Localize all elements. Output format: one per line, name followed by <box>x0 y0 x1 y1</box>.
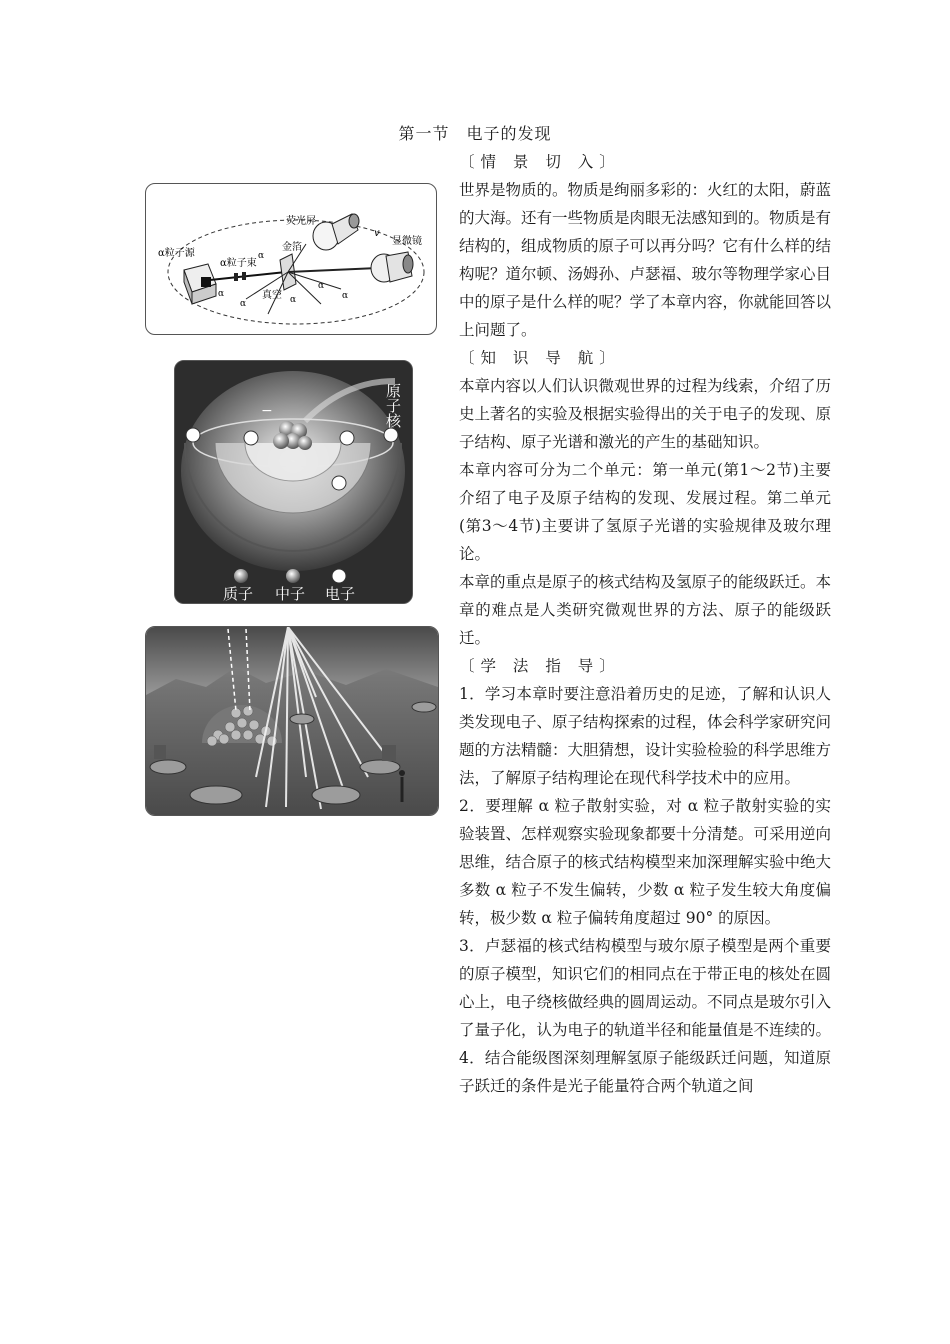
proton-legend-icon <box>234 569 248 583</box>
alpha-scattering-apparatus-figure <box>145 183 437 335</box>
intro-paragraph: 世界是物质的。物质是绚丽多彩的：火红的太阳，蔚蓝的大海。还有一些物质是肉眼无法感知到的。物质是有结构的，组成物质的原子可以再分吗？它有什么样的结构呢？道尔顿、汤姆孙、卢瑟福、玻尔等物理学家心目中的原子是什么样的呢？学了本章内容，你就能回答以上问题了。 <box>459 181 832 339</box>
method-paragraph-4: 4．结合能级图深刻理解氢原子能级跃迁问题，知道原子跃迁的条件是光子能量符合两个轨道之间 <box>459 1049 831 1095</box>
alpha-mark: α <box>318 281 325 291</box>
neutron-label: 中子 <box>275 585 306 603</box>
screen-label: 荧光屏 <box>286 216 316 227</box>
electron-dot <box>340 431 354 445</box>
scattering-illustration-figure <box>145 626 439 816</box>
method-paragraph-2: 2．要理解 α 粒子散射实验，对 α 粒子散射实验的实验装置、怎样观察实验现象都要十分清楚。可采用逆向思维，结合原子的核式结构模型来加深理解实验中绝大多数 α 粒子不发生偏转，少数 α 粒子发生较大角度偏转，极少数 α 粒子偏转角度超过 90° 的原因。 <box>459 797 832 927</box>
proton-label: 质子 <box>223 585 254 603</box>
alpha-mark: α <box>240 299 247 309</box>
electron-dot <box>186 428 200 442</box>
page-title: 第一节 电子的发现 <box>398 124 552 143</box>
neutron-legend-icon <box>286 569 300 583</box>
electron-dot <box>384 428 398 442</box>
detector-box <box>154 745 166 759</box>
electron-legend-icon <box>332 569 346 583</box>
alpha-source-box <box>184 264 216 304</box>
fluorescent-screen-device <box>313 214 359 250</box>
microscope-device <box>371 252 413 282</box>
velocity-label: v <box>374 228 380 239</box>
electron-dot <box>332 476 346 490</box>
gold-foil-label: 金箔 <box>282 242 302 253</box>
minus-sign: − <box>261 403 273 419</box>
electron-dot <box>244 431 258 445</box>
microscope-label: 显微镜 <box>392 236 422 247</box>
alpha-mark: α <box>258 251 265 261</box>
vacuum-label: 真空 <box>262 290 282 301</box>
method-paragraph-3: 3．卢瑟福的核式结构模型与玻尔原子模型是两个重要的原子模型，知识它们的相同点在于带正电的核处在圆心上，电子绕核做经典的圆周运动。不同点是玻尔引入了量子化，认为电子的轨道半径和能量值是不连续的。 <box>459 937 832 1039</box>
ground-plane <box>146 667 438 815</box>
alpha-beam-label: α粒子束 <box>220 258 257 269</box>
alpha-mark: α <box>218 289 225 299</box>
alpha-beam-line <box>210 272 286 280</box>
alpha-mark: α <box>290 295 297 305</box>
alpha-mark: α <box>342 291 349 301</box>
alpha-source-label: α粒子源 <box>158 248 195 259</box>
navigation-paragraph-2: 本章内容可分为二个单元：第一单元(第1～2节)主要介绍了电子及原子结构的发现、发展过程。第二单元(第3～4节)主要讲了氢原子光谱的实验规律及玻尔理论。 <box>459 461 831 563</box>
method-paragraph-1: 1．学习本章时要注意沿着历史的足迹，了解和认识人类发现电子、原子结构探索的过程，体会科学家研究问题的方法精髓：大胆猜想，设计实验检验的科学思维方法，了解原子结构理论在现代科学技术中的应用。 <box>459 685 832 787</box>
navigation-paragraph-1: 本章内容以人们认识微观世界的过程为线索，介绍了历史上著名的实验及根据实验得出的关于电子的发现、原子结构、原子光谱和激光的产生的基础知识。 <box>459 377 832 451</box>
scattered-rays <box>246 244 378 314</box>
content-column <box>459 148 831 1100</box>
electron-label: 电子 <box>325 585 356 603</box>
section-heading-intro: 〔情 景 切 入〕 <box>459 153 621 171</box>
section-heading-method: 〔学 法 指 导〕 <box>459 657 621 675</box>
section-heading-navigation: 〔知 识 导 航〕 <box>459 349 621 367</box>
nucleus-label: 原子核 <box>384 383 402 428</box>
atom-model-figure <box>174 360 413 604</box>
detector-box <box>382 745 396 761</box>
navigation-paragraph-3: 本章的重点是原子的核式结构及氢原子的能级跃迁。本章的难点是人类研究微观世界的方法、原子的能级跃迁。 <box>459 573 832 647</box>
